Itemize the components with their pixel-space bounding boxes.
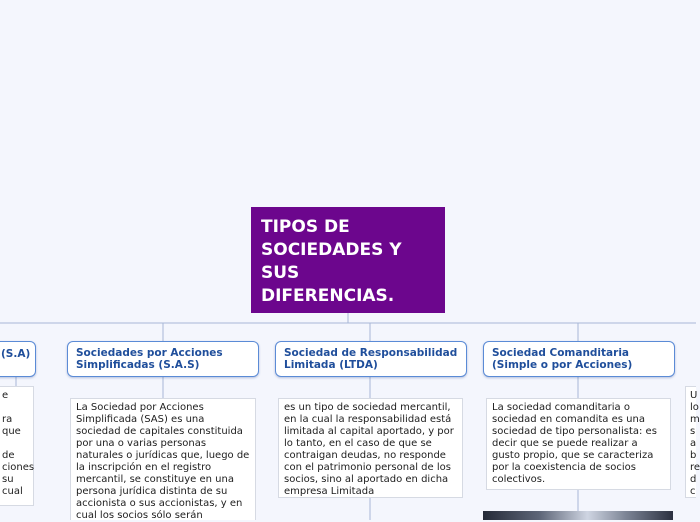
- attached-image: [483, 511, 673, 520]
- branch-sa[interactable]: [0, 341, 36, 377]
- branch-sas-label: Sociedades por Acciones Simplificadas (S.A.S): [76, 347, 223, 371]
- root-topic-title: TIPOS DE SOCIEDADES Y SUS DIFERENCIAS.: [261, 217, 402, 306]
- note-sas-text: La Sociedad por Acciones Simplificada (SAS) es una sociedad de capitales constituida por una o varias personas naturales o jurídicas que, luego de la inscripción en el registro mercantil, se constituye en una persona jurídica distinta de su accionista o sus accionistas, y en cual los socios sólo serán: [76, 402, 250, 521]
- branch-ltda-label: Sociedad de Responsabilidad Limitada (LTDA): [284, 347, 458, 371]
- note-ltda-text: es un tipo de sociedad mercantil, en la cual la responsabilidad está limitada al capital aportado, y por lo tanto, en el caso de que se contraigan deudas, no responde con el patrimonio personal de los socios, sino al aportado en dicha empresa Limitada: [284, 402, 454, 497]
- note-sa[interactable]: [0, 386, 34, 506]
- branch-comanditaria-label: Sociedad Comanditaria (Simple o por Acciones): [492, 347, 633, 371]
- branch-ltda[interactable]: [275, 341, 467, 377]
- note-sas[interactable]: [70, 398, 256, 520]
- note-right-partial-text: U lo m s a b re d c: [690, 390, 700, 497]
- note-ltda[interactable]: [278, 398, 463, 498]
- branch-sas[interactable]: [67, 341, 259, 377]
- note-comanditaria[interactable]: [486, 398, 671, 490]
- note-right-partial[interactable]: [685, 386, 700, 498]
- branch-comanditaria[interactable]: [483, 341, 675, 377]
- root-topic[interactable]: [251, 207, 445, 313]
- note-comanditaria-text: La sociedad comanditaria o sociedad en comandita es una sociedad de tipo personalista: es decir que se puede realizar a gusto propio, que se caracteriza por la coexistencia de socios colectivos.: [492, 402, 657, 485]
- note-sa-text: e ra que de ciones su cual: [2, 390, 35, 497]
- branch-sa-label: (S.A): [1, 348, 31, 360]
